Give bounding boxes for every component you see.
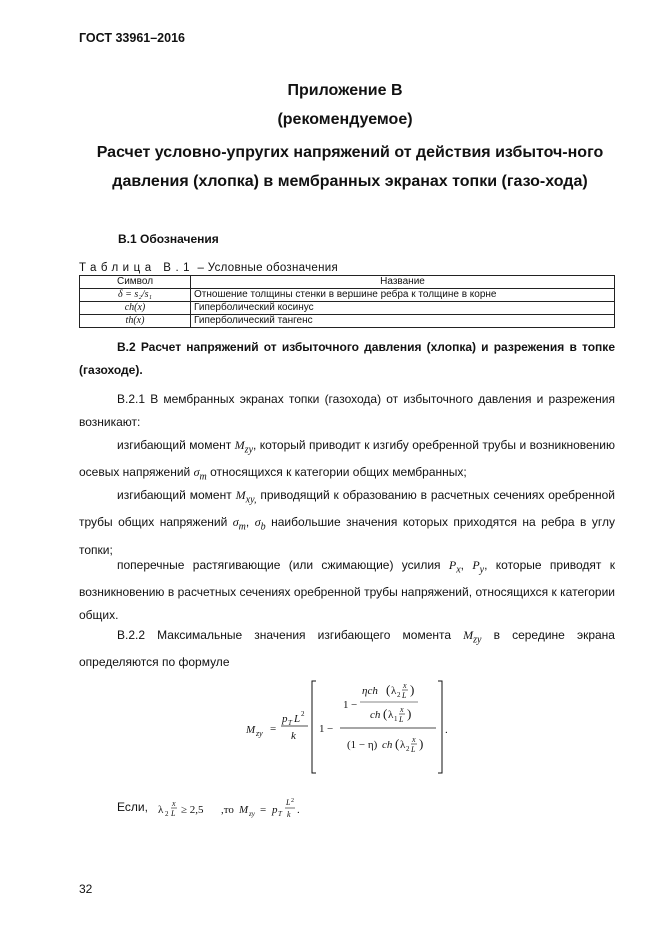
section-b1-heading: В.1 Обозначения (118, 232, 219, 246)
text-run: в середине экрана определяются по формуле (79, 628, 615, 670)
formula-dot: . (445, 724, 448, 736)
text-run: , (460, 558, 473, 572)
table-caption-title: – Условные обозначения (194, 262, 338, 274)
appendix-heading: Расчет условно-упругих напряжений от действия избыточ-ного давления (хлопка) в мембранных экранах топки (газо-хода) (96, 144, 604, 190)
condition-l2: L (286, 798, 291, 807)
formula-x: x (400, 705, 404, 714)
formula-inner-one: 1 (343, 699, 349, 711)
formula-l-denom: L (411, 745, 416, 754)
formula-x: x (412, 735, 416, 744)
symbol-m: M (463, 628, 474, 642)
section-b2-heading: В.2 Расчет напряжений от избыточного давления (хлопка) и разрежения в топке (газоходе). (79, 340, 615, 377)
formula-l-sq: 2 (301, 710, 305, 718)
table-row (80, 289, 615, 302)
formula-x: x (403, 681, 407, 690)
standard-header: ГОСТ 33961–2016 (79, 31, 185, 45)
symbol-m: M (234, 438, 245, 452)
symbol-sigma: σ (254, 515, 261, 530)
symbol-subscript: xy, (245, 494, 257, 506)
formula-paren-close: ) (419, 736, 424, 751)
formula-l-denom: L (402, 691, 407, 700)
formula-l: L (294, 713, 301, 725)
condition-x: x (172, 799, 176, 808)
formula-eq: = (270, 723, 277, 735)
condition-lambda-sub: 2 (165, 810, 169, 818)
formula-inner-minus: − (351, 699, 358, 711)
table-header-symbol: Символ (80, 276, 191, 289)
appendix-title: Приложение В (287, 82, 403, 99)
formula-lambda: λ (391, 685, 397, 697)
condition-eq: = (260, 804, 267, 816)
condition-dot: . (297, 804, 300, 816)
symbol-subscript: m (238, 521, 246, 533)
symbol-p: P (448, 558, 457, 572)
symbols-table (79, 275, 615, 328)
formula-p-sub: T (288, 719, 292, 727)
formula-left-bracket (312, 681, 316, 773)
condition-p: p (272, 804, 278, 816)
paragraph-b22 (79, 624, 615, 674)
text-run: наибольшие значения которых приходятся на ребра в углу топки; (79, 515, 615, 557)
text-run: поперечные растягивающие (или сжимающие) усилия (117, 558, 449, 572)
paragraph-forces (79, 554, 615, 627)
table-header-name: Название (191, 276, 615, 289)
text-run: В.2.2 Максимальные значения изгибающего момента (117, 628, 464, 642)
formula-paren-close: ) (407, 706, 412, 721)
symbol-m: M (235, 488, 246, 502)
table-cell-name: Гиперболический косинус (191, 302, 615, 315)
condition-if: Если, (117, 800, 148, 814)
formula-lhs-sub: zy (256, 729, 263, 738)
table-caption (79, 262, 338, 274)
symbol-subscript: y (479, 564, 485, 576)
formula-lambda-sub: 1 (394, 715, 398, 723)
condition-k: k (287, 810, 291, 819)
page-number: 32 (79, 882, 93, 896)
table-caption-label: Таблица В.1 (79, 262, 195, 274)
table-row (80, 315, 615, 328)
formula-paren-open: ( (395, 736, 400, 751)
symbol-sigma: σ (232, 515, 239, 530)
formula-right-bracket (438, 681, 442, 773)
symbol-p: P (472, 558, 480, 572)
formula-l-denom: L (399, 715, 404, 724)
paragraph-moment-xy (79, 484, 615, 562)
table-cell-name: Отношение толщины стенки в вершине ребра к толщине в корне (191, 289, 615, 302)
symbol-subscript: x (456, 564, 461, 576)
formula-lambda: λ (400, 739, 406, 751)
text-run: приводящий к образованию в расчетных сечениях оребренной трубы общих напряжений (79, 488, 615, 530)
condition-lambda: λ (158, 804, 164, 816)
formula-lambda-sub: 2 (406, 745, 410, 753)
table-cell-symbol: th(x) (80, 315, 191, 328)
moment-formula (240, 678, 460, 778)
text-run: изгибающий момент (117, 438, 235, 452)
symbol-subscript: b (260, 521, 266, 533)
table-cell-symbol: ch(x) (80, 302, 191, 315)
condition-ge: ≥ 2,5 (181, 804, 204, 816)
condition-formula (156, 794, 326, 826)
text-run: изгибающий момент (117, 488, 236, 502)
formula-ch: ch (370, 709, 381, 721)
formula-ch: ch (382, 739, 393, 751)
appendix-status: (рекомендуемое) (277, 111, 413, 128)
formula-lambda-sub: 2 (397, 691, 401, 699)
table-header-row (80, 276, 615, 289)
symbol-sigma: σ (193, 465, 200, 480)
formula-eta-ch: ηch (362, 685, 378, 697)
formula-lhs: M (246, 724, 256, 736)
formula-one: 1 (319, 723, 325, 735)
paragraph-moment-zy (79, 434, 615, 489)
paragraph-b21: В.2.1 В мембранных экранах топки (газохода) от избыточного давления и разрежения возникают: (79, 392, 615, 429)
symbol-subscript: m (199, 471, 207, 483)
formula-p: p (282, 713, 288, 725)
formula-paren-open: ( (383, 706, 388, 721)
table-cell-name: Гиперболический тангенс (191, 315, 615, 328)
text-run: , которые приводят к возникновению в расчетных сечениях оребренной трубы напряжений, относящихся к категории общих. (79, 558, 615, 623)
symbol-subscript: zy (244, 444, 254, 456)
symbol-subscript: zy (473, 634, 482, 646)
text-run: , (245, 515, 255, 530)
condition-m: M (239, 804, 249, 816)
table-cell-symbol: δ = s₂/s₁ (80, 289, 191, 302)
condition-p-sub: T (278, 810, 282, 818)
table-row (80, 302, 615, 315)
formula-lambda: λ (388, 709, 394, 721)
text-run: , который приводит к изгибу оребренной трубы и возникновению осевых напряжений (79, 438, 615, 480)
condition-m-sub: zy (249, 810, 255, 818)
formula-paren-open: ( (386, 682, 391, 697)
condition-l-sq: 2 (291, 798, 294, 804)
formula-k: k (291, 730, 296, 742)
condition-then: ,то (221, 804, 234, 816)
formula-one-minus-eta: (1 − η) (347, 739, 378, 751)
condition-l: L (171, 809, 176, 818)
text-run: относящихся к категории общих мембранных; (206, 465, 467, 480)
formula-minus: − (327, 723, 334, 735)
formula-paren-close: ) (410, 682, 415, 697)
